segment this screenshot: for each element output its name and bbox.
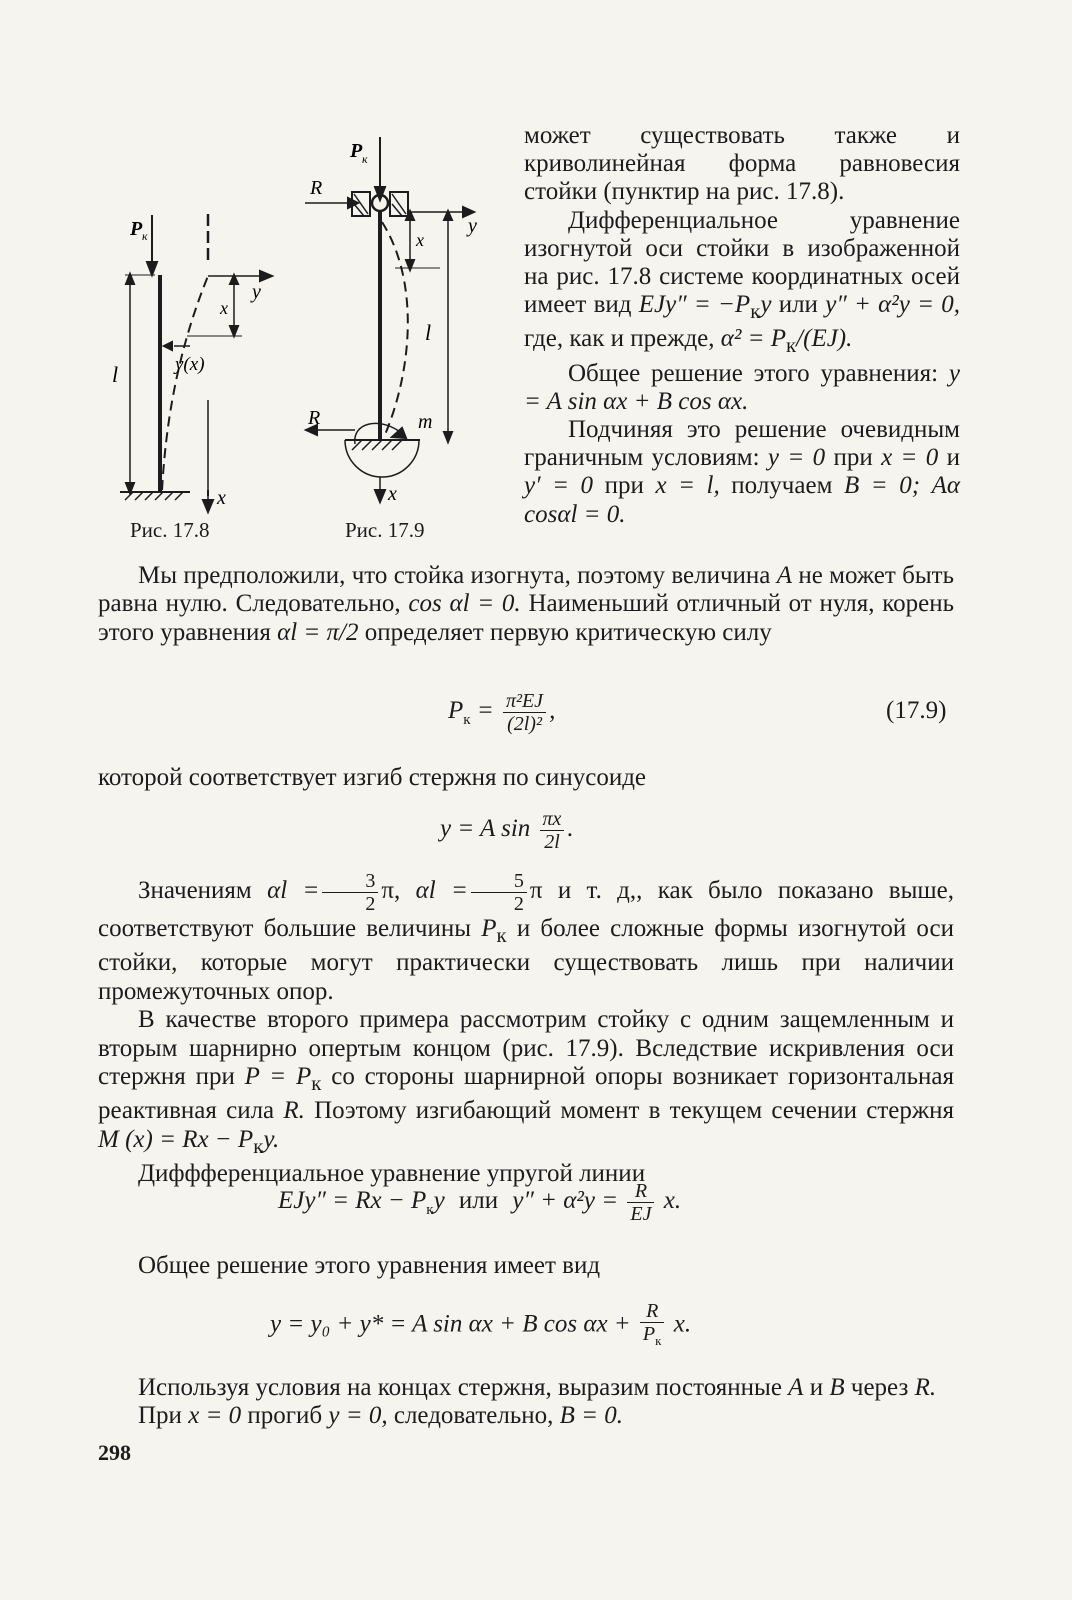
reaction-top-label: R (310, 177, 323, 199)
text: Наименьший отличный от нуля, корень этого уравнения (98, 590, 954, 646)
force-label: P (130, 218, 143, 240)
text: прогиб (241, 1402, 329, 1430)
formula: y″ + α²y = (512, 1187, 619, 1215)
equation-number: (17.9) (886, 697, 947, 724)
text: Поэтому изгибающий момент в текущем сечении стержня (304, 1097, 954, 1125)
formula: Aα cosαl = 0. (524, 472, 961, 528)
formula: y (433, 1187, 445, 1215)
paragraph (524, 207, 960, 360)
text: и т. д,, как было показано выше, соответствуют большие величины (98, 877, 954, 942)
paragraph (524, 360, 960, 416)
formula: y′ = 0 (524, 472, 594, 500)
fraction (640, 1300, 665, 1352)
subscript: к (655, 1333, 662, 1348)
text: Мы предположили, что стойка изогнута, поэтому величина (138, 562, 777, 589)
text: В качестве второго примера рассмотрим стойку с одним защемленным и вторым шарнирно опертым концом (рис. 17.9). Вследствие искривления оси стержня при (98, 1006, 954, 1091)
paragraph: Диффференциальное уравнение упругой линии (138, 1160, 646, 1188)
paragraph: которой соответствует изгиб стержня по синусоиде (98, 764, 647, 791)
formula: A (776, 562, 792, 589)
formula: y = A sin αx + B cos αx. (524, 359, 960, 415)
text: через (844, 1374, 915, 1401)
caption-fig-17-9: Рис. 17.9 (345, 518, 425, 542)
equation-general-solution (270, 1300, 691, 1352)
formula: y. (263, 1125, 280, 1153)
formula: y″ + α²y = 0, (825, 291, 961, 319)
formula: π (529, 877, 543, 905)
moment-label: m (418, 411, 433, 433)
formula: x. (663, 1187, 682, 1215)
text: или (458, 1187, 499, 1215)
text: Используя условия на концах стержня, выразим постоянные (138, 1374, 789, 1401)
formula: P = P (244, 1063, 312, 1091)
text: При (138, 1402, 189, 1430)
formula: αl = (267, 877, 320, 905)
right-column-text (524, 122, 960, 529)
formula: α² = P (720, 325, 787, 353)
force-subscript: к (362, 152, 368, 166)
formula: R. (283, 1097, 305, 1125)
denominator: EJ (630, 1203, 652, 1225)
formula: y = 0 (767, 444, 826, 472)
formula: αl = π/2 (277, 618, 359, 646)
equation-sinusoid: y = A sin $\frac{\pi x}{2l}$ . (440, 808, 574, 853)
numerator: 3 (322, 870, 378, 893)
text: не может быть равна нулю. Следовательно, (98, 562, 954, 618)
formula: M (x) = Rx − P (98, 1125, 254, 1153)
paragraph: Общее решение этого уравнения имеет вид (138, 1252, 601, 1279)
numerator: π²EJ (503, 690, 546, 713)
formula: x = 0 (881, 444, 939, 472)
subscript: к (463, 712, 471, 729)
text: где, как и прежде, (524, 325, 721, 353)
formula: A (788, 1374, 804, 1401)
formula: y = 0, (328, 1402, 388, 1430)
figure-17-9 (300, 132, 480, 522)
numerator: 5 (471, 870, 527, 893)
x-axis-label: x (388, 483, 397, 505)
text: следовательно, (387, 1402, 560, 1430)
subscript: к (426, 1202, 434, 1219)
paragraph (98, 870, 954, 1006)
formula: B (829, 1374, 845, 1401)
force-arrowhead (375, 187, 385, 200)
formula: EJy″ = Rx − P (278, 1187, 427, 1215)
fraction (471, 870, 527, 915)
buckled-shape-dashed (382, 222, 408, 437)
text: Дифференциальное уравнение изогнутой оси стойки в изображенной на рис. 17.8 системе координатных осей имеет вид (524, 206, 960, 319)
caption-fig-17-8: Рис. 17.8 (130, 518, 210, 542)
text: получаем (719, 472, 844, 500)
force-subscript: к (142, 229, 148, 243)
reaction-bottom-label: R (308, 407, 321, 429)
paragraph (98, 1006, 954, 1160)
formula: αl = (415, 877, 468, 905)
fraction (627, 1180, 654, 1225)
formula: P (448, 697, 464, 725)
fraction (540, 808, 565, 853)
y-axis-label: y (468, 215, 477, 237)
body-text-block-3 (98, 870, 954, 1189)
formula: P (642, 1323, 656, 1345)
denominator: 2 (513, 893, 524, 915)
figure-17-8 (100, 200, 290, 520)
formula: /(EJ). (796, 325, 853, 353)
numerator: R (640, 1300, 665, 1323)
text: Значениям (138, 877, 268, 905)
denominator: 2 (365, 893, 376, 915)
paragraph (98, 1402, 954, 1430)
text: определяет первую критическую силу (358, 618, 772, 646)
x-coordinate-label: x (416, 230, 424, 250)
force-label: P (350, 140, 363, 162)
body-text-block-2 (98, 764, 954, 792)
paragraph (524, 416, 960, 529)
fraction (503, 690, 546, 735)
denominator: (2l)² (507, 713, 542, 735)
paragraph (98, 1374, 954, 1402)
subscript: к (496, 923, 507, 947)
force-arrowhead (147, 262, 157, 275)
formula: B = 0; (843, 472, 921, 500)
formula: EJy″ = −P (638, 291, 751, 319)
formula: B = 0. (559, 1402, 624, 1430)
text: и (938, 444, 961, 472)
text: и (803, 1374, 830, 1401)
numerator: πx (540, 808, 565, 831)
x-axis-label: x (217, 487, 226, 509)
subscript: к (750, 299, 761, 324)
formula: y = y₀ + y* = A sin αx + B cos αx + (270, 1310, 631, 1338)
page-number: 298 (98, 1440, 131, 1465)
body-text-block-5 (98, 1374, 954, 1431)
length-label: l (425, 320, 432, 345)
equation-elastic-line (278, 1180, 681, 1225)
subscript: к (253, 1133, 264, 1158)
formula: y (760, 291, 772, 319)
text: и более сложные формы изогнутой оси стойки, которые могут практически существовать лишь при наличии промежуточных опор. (98, 915, 954, 1005)
y-axis-label: y (252, 281, 261, 303)
formula: x = l, (655, 472, 720, 500)
length-label: l (112, 362, 119, 387)
text: Подчиняя это решение очевидным граничным условиям: (524, 416, 960, 472)
fraction (322, 870, 378, 915)
text: Общее решение этого уравнения: (568, 359, 949, 387)
formula: P (481, 915, 497, 942)
denominator: 2l (544, 831, 560, 853)
body-text-block-1 (98, 562, 954, 647)
text: при (825, 444, 882, 472)
text: или (771, 291, 826, 319)
deflection-label: y(x) (175, 354, 205, 375)
formula: R. (914, 1374, 937, 1401)
x-coordinate-label: x (220, 298, 228, 318)
body-text-block-4 (98, 1252, 954, 1280)
equation-17-9: $P_к$ = $\frac{\text{π²EJ}}{\text{(2l)²}}$ , (448, 690, 556, 735)
buckled-shape-dashed (162, 276, 208, 490)
formula: π, (381, 877, 401, 905)
denominator (640, 1323, 665, 1352)
formula: cos αl = 0. (408, 590, 521, 618)
subscript: к (786, 333, 797, 358)
paragraph: может существовать также и криволинейная форма равновесия стойки (пунктир на рис. 17.8). (524, 122, 960, 206)
formula: y = A sin (440, 815, 531, 843)
formula: x. (673, 1310, 692, 1338)
paragraph (98, 562, 954, 647)
subscript: к (311, 1071, 322, 1096)
numerator: R (627, 1180, 654, 1203)
formula: x = 0 (188, 1402, 242, 1430)
text: при (593, 472, 656, 500)
text: со стороны шарнирной опоры возникает горизонтальная реактивная сила (98, 1063, 954, 1125)
